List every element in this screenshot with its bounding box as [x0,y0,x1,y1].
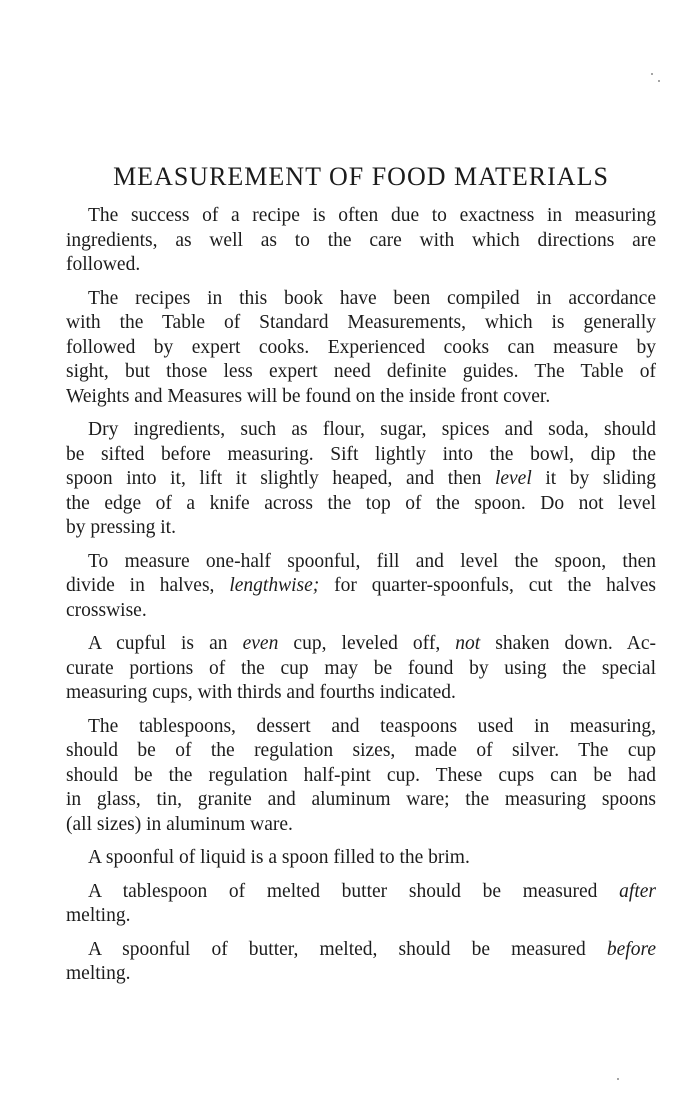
text-run: by pressing it. [66,517,176,538]
scan-speck [651,73,653,75]
text-run: melting. [66,905,131,926]
text-run: measuring cups, with thirds and fourths indicated. [66,682,456,703]
text-line [66,715,656,740]
paragraph [66,632,656,706]
text-run: (all sizes) in aluminum ware. [66,813,293,835]
text-run: The recipes in this book have been compiled in accordance [88,287,656,309]
text-line [66,764,656,789]
text-run: for quarter-spoonfuls, cut the halves [319,575,656,596]
text-run: crosswise. [66,599,147,621]
text-run: melting. [66,963,131,984]
text-run: The tablespoons, dessert and teaspoons used in measuring, [88,715,656,737]
text-line [66,418,656,443]
scan-speck [658,80,660,82]
text-run: A cupful is an [88,633,243,654]
italic-text: before [606,938,656,960]
italic-text: level [494,468,532,489]
text-line [66,467,656,492]
text-run: in glass, tin, granite and aluminum ware; the measuring spoons [66,789,656,810]
paragraph [66,715,656,838]
text-run: spoon into it, lift it slightly heaped, and then [66,468,495,489]
text-run: Weights and Measures will be found on the inside front cover. [66,385,551,407]
text-run: be sifted before measuring. Sift lightly into the bowl, dip the [66,443,656,465]
text-run: A tablespoon of melted butter should be measured [88,880,620,902]
paragraph [66,846,656,871]
text-line [66,229,656,254]
text-line [66,204,656,229]
text-line [66,385,656,410]
paragraph [66,287,656,410]
text-line [66,550,656,575]
text-line [66,599,656,624]
text-line [66,904,656,929]
text-line [66,788,656,813]
text-line [66,574,656,599]
text-line [66,962,656,987]
italic-text: lengthwise; [229,575,320,596]
text-run: followed. [66,254,141,275]
text-run: should be of the regulation sizes, made of silver. The cup [66,740,656,761]
body-text [66,204,656,996]
paragraph [66,204,656,278]
text-line [66,880,656,905]
text-run: shaken down. Ac- [480,633,657,654]
italic-text: after [619,880,656,902]
paragraph [66,880,656,929]
text-run: Dry ingredients, such as flour, sugar, spices and soda, should [88,419,656,440]
text-run: A spoonful of liquid is a spoon filled to the brim. [88,847,470,868]
text-line [66,287,656,312]
page-title: MEASUREMENT OF FOOD MATERIALS [113,162,609,191]
text-run: To measure one-half spoonful, fill and level the spoon, then [88,550,656,572]
text-run: should be the regulation half-pint cup. These cups can be had [66,764,656,786]
text-run: cup, leveled off, [278,633,456,654]
text-line [66,657,656,682]
italic-text: not [455,633,481,654]
text-line [66,516,656,541]
text-run: with the Table of Standard Measurements, which is generally [66,312,656,333]
text-line [66,336,656,361]
text-line [66,938,656,963]
text-line [66,739,656,764]
text-line [66,846,656,871]
text-run: A spoonful of butter, melted, should be measured [88,938,607,960]
text-line [66,443,656,468]
text-run: ingredients, as well as to the care with which directions are [66,229,656,251]
text-run: it by sliding [531,468,656,489]
text-run: curate portions of the cup may be found by using the special [66,657,656,679]
text-line [66,492,656,517]
paragraph [66,418,656,541]
text-run: divide in halves, [66,575,230,596]
paragraph [66,550,656,624]
italic-text: even [242,633,279,654]
text-line [66,813,656,838]
text-run: The success of a recipe is often due to exactness in measuring [88,205,656,226]
paragraph [66,938,656,987]
text-line [66,253,656,278]
text-line [66,311,656,336]
text-run: the edge of a knife across the top of the spoon. Do not level [66,492,656,514]
text-line [66,360,656,385]
text-run: followed by expert cooks. Experienced cooks can measure by [66,336,656,358]
text-line [66,681,656,706]
text-line [66,632,656,657]
text-run: sight, but those less expert need definite guides. The Table of [66,361,656,382]
scan-speck [617,1078,619,1080]
